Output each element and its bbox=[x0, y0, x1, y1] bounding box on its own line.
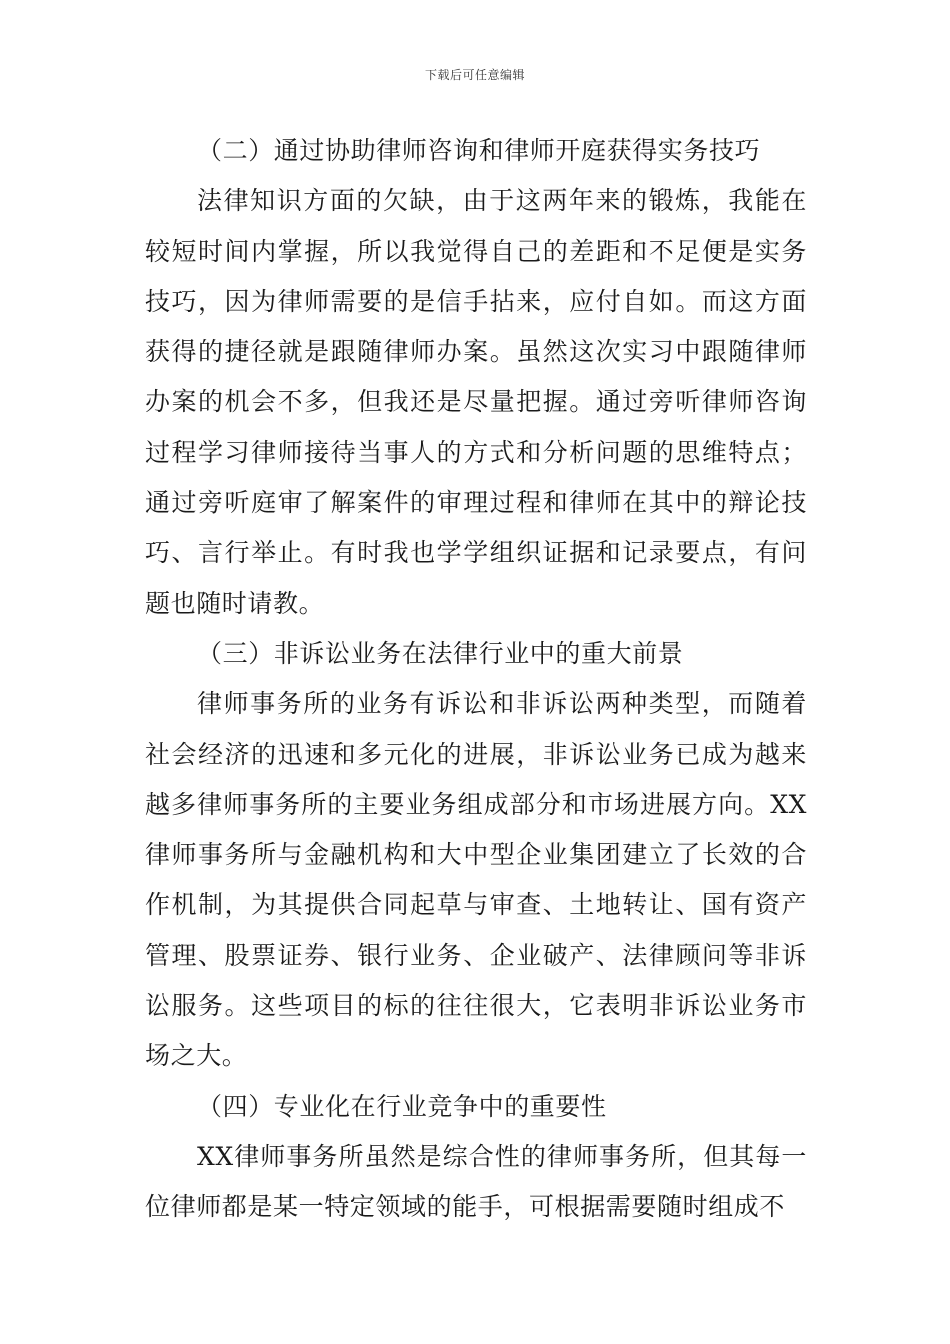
body-paragraph: 法律知识方面的欠缺，由于这两年来的锻炼，我能在较短时间内掌握，所以我觉得自己的差距和不足便是实务技巧，因为律师需要的是信手拈来，应付自如。而这方面获得的捷径就是跟随律师办案。虽然这次实习中跟随律师办案的机会不多，但我还是尽量把握。通过旁听律师咨询过程学习律师接待当事人的方式和分析问题的思维特点；通过旁听庭审了解案件的审理过程和律师在其中的辩论技巧、言行举止。有时我也学学组织证据和记录要点，有问题也随时请教。 bbox=[145, 186, 807, 618]
section-heading-3: （三）非诉讼业务在法律行业中的重大前景 bbox=[197, 638, 684, 668]
body-paragraph: 律师事务所的业务有诉讼和非诉讼两种类型，而随着社会经济的迅速和多元化的进展，非诉讼业务已成为越来越多律师事务所的主要业务组成部分和市场进展方向。XX律师事务所与金融机构和大中型企业集团建立了长效的合作机制，为其提供合同起草与审查、土地转让、国有资产管理、股票证券、银行业务、企业破产、法律顾问等非诉讼服务。这些项目的标的往往很大，它表明非诉讼业务市场之大。 bbox=[145, 689, 807, 1071]
section-heading-2: （二）通过协助律师咨询和律师开庭获得实务技巧 bbox=[197, 136, 761, 165]
body-paragraph: XX律师事务所虽然是综合性的律师事务所，但其每一位律师都是某一特定领域的能手，可根据需要随时组成不 bbox=[145, 1141, 807, 1222]
section-heading-4: （四）专业化在行业竞争中的重要性 bbox=[197, 1091, 607, 1121]
page-header: 下载后可任意编辑 bbox=[424, 68, 525, 82]
document-body bbox=[145, 126, 807, 1233]
